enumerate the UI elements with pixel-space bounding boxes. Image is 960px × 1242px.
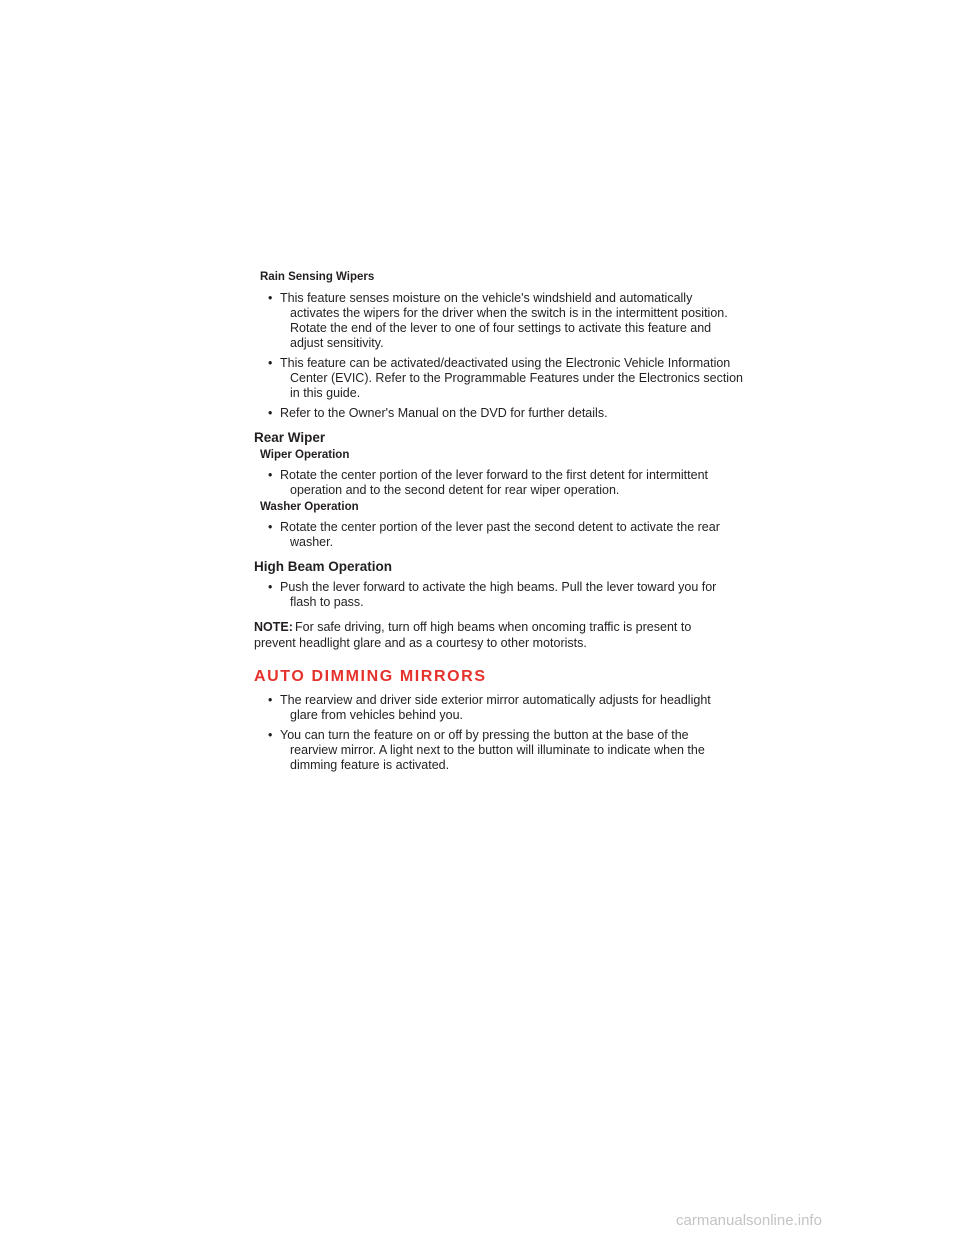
washer-operation-heading: Washer Operation — [260, 501, 359, 513]
bullet-text-line: dimming feature is activated. — [290, 758, 450, 772]
bullet-text-line: activates the wipers for the driver when the switch is in the intermittent position. — [290, 306, 728, 320]
bullet-text-line: Rotate the center portion of the lever past the second detent to activate the rear — [280, 520, 720, 534]
bullet-marker: • — [268, 356, 273, 370]
bullet-text-line: adjust sensitivity. — [290, 336, 384, 350]
bullet-text-line: You can turn the feature on or off by pressing the button at the base of the — [280, 728, 689, 742]
bullet-text-line: Rotate the center portion of the lever forward to the first detent for intermittent — [280, 468, 708, 482]
note-label: NOTE: — [254, 620, 293, 634]
note-text-line: prevent headlight glare and as a courtesy to other motorists. — [254, 636, 587, 650]
bullet-text-line: operation and to the second detent for rear wiper operation. — [290, 483, 620, 497]
bullet-text-line: washer. — [290, 535, 334, 549]
watermark-link[interactable]: carmanualsonline.info — [676, 1212, 822, 1229]
note-text-line: For safe driving, turn off high beams when oncoming traffic is present to — [295, 620, 692, 634]
bullet-marker: • — [268, 406, 273, 420]
bullet-marker: • — [268, 728, 273, 742]
bullet-marker: • — [268, 580, 273, 594]
bullet-text-line: Refer to the Owner's Manual on the DVD for further details. — [280, 406, 608, 420]
bullet-text-line: Center (EVIC). Refer to the Programmable Features under the Electronics section — [290, 371, 743, 385]
bullet-text-line: Rotate the end of the lever to one of four settings to activate this feature and — [290, 321, 712, 335]
bullet-text-line: in this guide. — [290, 386, 361, 400]
high-beam-heading: High Beam Operation — [254, 559, 393, 574]
bullet-text-line: Push the lever forward to activate the high beams. Pull the lever toward you for — [280, 580, 717, 594]
bullet-marker: • — [268, 468, 273, 482]
wiper-operation-heading: Wiper Operation — [260, 449, 350, 461]
bullet-text-line: This feature senses moisture on the vehicle's windshield and automatically — [280, 291, 693, 305]
auto-dimming-heading: AUTO DIMMING MIRRORS — [254, 668, 487, 685]
bullet-marker: • — [268, 520, 273, 534]
bullet-marker: • — [268, 291, 273, 305]
bullet-text-line: rearview mirror. A light next to the button will illuminate to indicate when the — [290, 743, 705, 757]
bullet-text-line: The rearview and driver side exterior mirror automatically adjusts for headlight — [280, 693, 711, 707]
rain-sensing-heading: Rain Sensing Wipers — [260, 271, 375, 283]
bullet-text-line: flash to pass. — [290, 595, 364, 609]
bullet-text-line: glare from vehicles behind you. — [290, 708, 464, 722]
bullet-marker: • — [268, 693, 273, 707]
bullet-text-line: This feature can be activated/deactivated using the Electronic Vehicle Information — [280, 356, 731, 370]
rear-wiper-heading: Rear Wiper — [254, 430, 326, 445]
